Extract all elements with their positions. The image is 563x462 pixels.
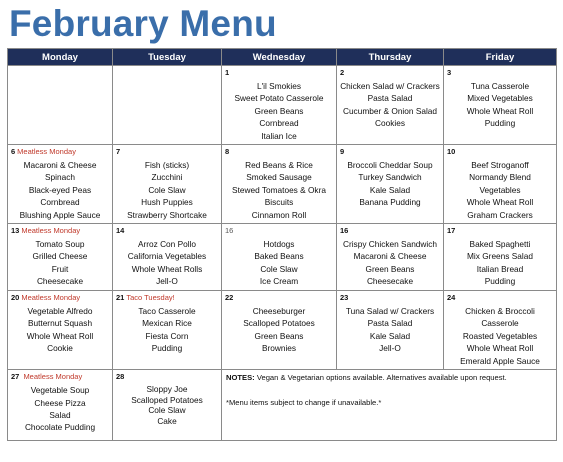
day-number bbox=[8, 224, 112, 237]
menu-item: Cornbread bbox=[40, 197, 80, 208]
menu-item: Green Beans bbox=[254, 330, 304, 341]
day-cell bbox=[444, 224, 557, 291]
menu-items bbox=[222, 158, 336, 223]
menu-items bbox=[113, 237, 221, 290]
day-cell bbox=[8, 224, 113, 291]
weekday-header: Wednesday bbox=[222, 49, 337, 66]
menu-items bbox=[222, 237, 336, 290]
day-number bbox=[444, 224, 556, 237]
menu-item: Stewed Tomatoes & Okra bbox=[232, 184, 326, 195]
day-note: Meatless Monday bbox=[21, 226, 81, 236]
menu-item: Chicken & Broccoli bbox=[465, 306, 535, 317]
weekday-header: Tuesday bbox=[113, 49, 222, 66]
menu-item: Roasted Vegetables bbox=[462, 330, 538, 341]
menu-items bbox=[113, 304, 221, 357]
menu-item: California Vegetables bbox=[127, 251, 207, 262]
day-note: Meatless Monday bbox=[21, 293, 81, 303]
day-cell bbox=[113, 145, 222, 224]
day-cell bbox=[337, 291, 444, 370]
menu-items bbox=[8, 79, 112, 82]
page-title: February Menu bbox=[9, 3, 277, 44]
day-number-value: 13 bbox=[11, 226, 20, 236]
day-cell bbox=[444, 66, 557, 145]
menu-item: Banana Pudding bbox=[359, 197, 421, 208]
menu-item: Macaroni & Cheese bbox=[353, 251, 427, 262]
menu-item: Pudding bbox=[484, 276, 516, 287]
menu-item: Chocolate Pudding bbox=[24, 422, 96, 433]
day-number-value: 7 bbox=[116, 147, 121, 157]
day-cell bbox=[113, 66, 222, 145]
day-cell bbox=[222, 66, 337, 145]
menu-item: Cole Slaw bbox=[148, 184, 186, 195]
menu-items bbox=[337, 304, 443, 357]
menu-item: Scalloped Potatoes bbox=[243, 318, 315, 329]
day-number bbox=[444, 145, 556, 158]
day-number-value: 16 bbox=[225, 226, 234, 236]
menu-item: Taco Casserole bbox=[138, 306, 196, 317]
day-number-value: 23 bbox=[340, 293, 349, 303]
menu-item: Scalloped Potatoes bbox=[131, 394, 203, 405]
menu-item: Cheeseburger bbox=[252, 306, 306, 317]
menu-item: Mexican Rice bbox=[142, 318, 192, 329]
menu-item: Hotdogs bbox=[263, 239, 295, 250]
menu-items bbox=[444, 158, 556, 223]
day-number bbox=[444, 66, 556, 79]
day-number bbox=[113, 224, 221, 237]
day-cell bbox=[222, 224, 337, 291]
notes-body: Vegan & Vegetarian options available. Alternatives available upon request. bbox=[256, 373, 507, 383]
day-cell bbox=[222, 145, 337, 224]
day-number bbox=[113, 370, 221, 383]
day-number-value: 9 bbox=[340, 147, 345, 157]
menu-item: Italian Bread bbox=[476, 263, 524, 274]
menu-item: Zucchini bbox=[151, 172, 183, 183]
day-number-value: 20 bbox=[11, 293, 20, 303]
menu-item: Arroz Con Pollo bbox=[137, 239, 197, 250]
menu-item: Kale Salad bbox=[369, 184, 411, 195]
day-number bbox=[222, 224, 336, 237]
day-note: Meatless Monday bbox=[23, 372, 83, 382]
menu-item: Fish (sticks) bbox=[144, 160, 190, 171]
week-row-2 bbox=[8, 145, 557, 224]
menu-item: Kale Salad bbox=[369, 330, 411, 341]
menu-item: Vegetable Soup bbox=[30, 385, 90, 396]
weekday-header: Monday bbox=[8, 49, 113, 66]
week-row-1 bbox=[8, 66, 557, 145]
menu-items bbox=[222, 304, 336, 357]
week-row-4 bbox=[8, 291, 557, 370]
menu-item: Macaroni & Cheese bbox=[23, 160, 97, 171]
menu-item: Whole Wheat Roll bbox=[466, 343, 534, 354]
menu-item: Pudding bbox=[484, 118, 516, 129]
menu-item: Butternut Squash bbox=[27, 318, 93, 329]
day-number bbox=[113, 66, 221, 79]
day-number-value: 6 bbox=[11, 147, 16, 157]
menu-item: Cheesecake bbox=[36, 276, 84, 287]
day-number-value: 3 bbox=[447, 68, 452, 77]
day-cell bbox=[444, 291, 557, 370]
menu-item: Hush Puppies bbox=[141, 197, 193, 208]
menu-item: Cookie bbox=[47, 343, 73, 354]
menu-item: Blushing Apple Sauce bbox=[19, 209, 101, 220]
menu-item: Tuna Casserole bbox=[470, 81, 530, 91]
notes-label: NOTES: bbox=[226, 373, 255, 383]
day-note: Meatless Monday bbox=[17, 147, 76, 157]
menu-item: Pasta Salad bbox=[367, 318, 413, 329]
menu-item: Pudding bbox=[151, 343, 183, 354]
menu-item: Cake bbox=[157, 415, 177, 426]
day-number bbox=[222, 66, 336, 79]
menu-item: Cheesecake bbox=[366, 276, 414, 287]
menu-item: Vegetables bbox=[479, 184, 521, 195]
notes-footer: *Menu items subject to change if unavailable.* bbox=[226, 398, 382, 408]
day-number-value: 2 bbox=[340, 68, 345, 77]
menu-item: Turkey Sandwich bbox=[358, 172, 422, 183]
menu-item: Casserole bbox=[481, 318, 519, 329]
day-number-value: 28 bbox=[116, 372, 125, 382]
menu-items bbox=[8, 237, 112, 290]
menu-item: Emerald Apple Sauce bbox=[460, 355, 540, 366]
menu-item: Fiesta Corn bbox=[145, 330, 189, 341]
menu-items bbox=[113, 158, 221, 223]
day-number bbox=[337, 145, 443, 158]
week-row-3 bbox=[8, 224, 557, 291]
menu-item: Broccoli Cheddar Soup bbox=[347, 160, 433, 171]
menu-item: Sweet Potato Casserole bbox=[234, 93, 324, 104]
day-number-value: 16 bbox=[340, 226, 349, 236]
menu-item: Graham Crackers bbox=[467, 209, 533, 220]
weekday-header: Thursday bbox=[337, 49, 444, 66]
menu-item: Black-eyed Peas bbox=[28, 184, 92, 195]
day-number bbox=[337, 224, 443, 237]
menu-item: Red Beans & Rice bbox=[245, 160, 313, 171]
notes-cell bbox=[222, 370, 557, 441]
day-number bbox=[222, 291, 336, 304]
day-number bbox=[8, 145, 112, 158]
week-row-5 bbox=[8, 370, 557, 441]
menu-items bbox=[337, 237, 443, 290]
day-number-value: 21 bbox=[116, 293, 125, 303]
menu-item: Fruit bbox=[51, 263, 69, 274]
menu-item: Grilled Cheese bbox=[32, 251, 88, 262]
menu-items bbox=[444, 237, 556, 290]
menu-item: Cookies bbox=[375, 118, 405, 129]
menu-items bbox=[222, 79, 336, 144]
menu-item: Tomato Soup bbox=[35, 239, 85, 250]
day-cell bbox=[337, 224, 444, 291]
menu-item: Whole Wheat Rolls bbox=[131, 263, 203, 274]
day-cell bbox=[8, 145, 113, 224]
menu-item: Chicken Salad w/ Crackers bbox=[340, 81, 440, 91]
day-note: Taco Tuesday! bbox=[126, 293, 175, 303]
day-number-value: 1 bbox=[225, 68, 230, 77]
menu-items bbox=[113, 383, 221, 428]
day-cell bbox=[222, 291, 337, 370]
menu-item: Spinach bbox=[45, 172, 75, 183]
menu-item: Baked Beans bbox=[254, 251, 304, 262]
menu-items bbox=[337, 158, 443, 211]
menu-item: Whole Wheat Roll bbox=[466, 197, 534, 208]
menu-items bbox=[8, 304, 112, 357]
menu-item: Biscuits bbox=[264, 197, 294, 208]
menu-item: Strawberry Shortcake bbox=[127, 209, 207, 220]
menu-item: Mix Greens Salad bbox=[467, 251, 533, 262]
menu-item: Green Beans bbox=[254, 105, 304, 116]
menu-item: Italian Ice bbox=[261, 130, 297, 141]
menu-items bbox=[444, 304, 556, 369]
day-number-value: 17 bbox=[447, 226, 456, 236]
day-cell bbox=[113, 370, 222, 441]
menu-item: Cinnamon Roll bbox=[251, 209, 307, 220]
day-number bbox=[222, 145, 336, 158]
menu-item: Salad bbox=[49, 409, 71, 420]
day-number-value: 8 bbox=[225, 147, 230, 157]
menu-calendar bbox=[7, 48, 557, 441]
menu-item: Normandy Blend bbox=[469, 172, 531, 183]
day-cell bbox=[113, 291, 222, 370]
menu-item: Cornbread bbox=[259, 118, 299, 129]
day-cell bbox=[113, 224, 222, 291]
day-cell bbox=[444, 145, 557, 224]
menu-item: Baked Spaghetti bbox=[469, 239, 531, 250]
menu-item: Sloppy Joe bbox=[146, 384, 188, 395]
menu-item: Cole Slaw bbox=[148, 405, 186, 416]
menu-items bbox=[8, 383, 112, 436]
menu-item: L'il Smokies bbox=[256, 81, 301, 91]
day-cell bbox=[337, 66, 444, 145]
menu-item: Jell-O bbox=[379, 343, 401, 354]
day-number-value: 22 bbox=[225, 293, 234, 303]
day-number bbox=[337, 291, 443, 304]
menu-item: Green Beans bbox=[365, 263, 415, 274]
menu-item: Brownies bbox=[261, 343, 297, 354]
menu-item: Cole Slaw bbox=[260, 263, 298, 274]
day-cell bbox=[337, 145, 444, 224]
menu-items bbox=[337, 79, 443, 132]
menu-item: Whole Wheat Roll bbox=[466, 105, 534, 116]
day-number-value: 27 bbox=[11, 372, 20, 382]
day-number bbox=[8, 370, 112, 383]
day-number bbox=[337, 66, 443, 79]
menu-item: Crispy Chicken Sandwich bbox=[342, 239, 438, 250]
day-number bbox=[8, 291, 112, 304]
menu-item: Beef Stroganoff bbox=[471, 160, 529, 171]
day-number bbox=[113, 145, 221, 158]
day-number-value: 14 bbox=[116, 226, 125, 236]
menu-item: Mixed Vegetables bbox=[467, 93, 533, 104]
weekday-header-row bbox=[8, 49, 557, 66]
menu-item: Vegetable Alfredo bbox=[27, 306, 93, 317]
menu-item: Ice Cream bbox=[259, 276, 299, 287]
day-number bbox=[444, 291, 556, 304]
day-number-value: 24 bbox=[447, 293, 456, 303]
day-cell bbox=[8, 370, 113, 441]
weekday-header: Friday bbox=[444, 49, 557, 66]
menu-items bbox=[113, 79, 221, 82]
day-cell bbox=[8, 66, 113, 145]
day-number bbox=[8, 66, 112, 79]
menu-item: Smoked Sausage bbox=[246, 172, 312, 183]
menu-items bbox=[8, 158, 112, 223]
menu-item: Tuna Salad w/ Crackers bbox=[345, 306, 435, 317]
menu-item: Cucumber & Onion Salad bbox=[342, 105, 438, 116]
notes-text bbox=[222, 370, 556, 386]
menu-item: Cheese Pizza bbox=[34, 397, 86, 408]
day-number bbox=[113, 291, 221, 304]
day-number-value: 10 bbox=[447, 147, 456, 157]
menu-item: Whole Wheat Roll bbox=[26, 330, 94, 341]
day-cell bbox=[8, 291, 113, 370]
menu-item: Jell-O bbox=[156, 276, 178, 287]
menu-item: Pasta Salad bbox=[367, 93, 413, 104]
menu-items bbox=[444, 79, 556, 132]
